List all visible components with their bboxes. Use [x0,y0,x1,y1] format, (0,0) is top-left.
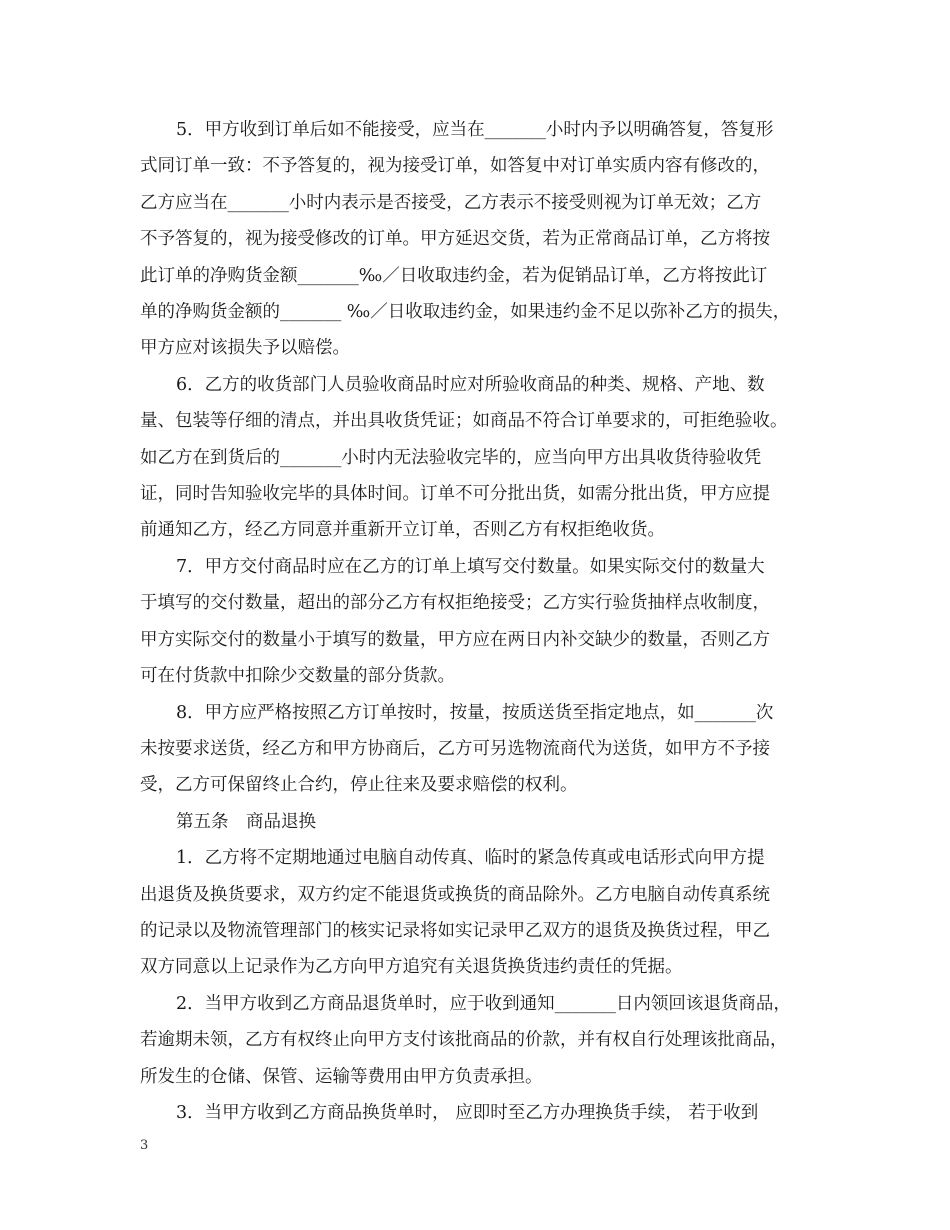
text-line: 甲方实际交付的数量小于填写的数量，甲方应在两日内补交缺少的数量，否则乙方 [140,629,770,650]
text-line: 甲方应对该损失予以赔偿。 [140,338,350,359]
text-line: 式同订单一致：不予答复的，视为接受订单，如答复中对订单实质内容有修改的， [140,156,770,177]
text-line: 未按要求送货，经乙方和甲方协商后，乙方可另选物流商代为送货，如甲方不予接 [140,738,770,759]
text-line: 第五条 商品退换 [176,811,316,832]
text-line: 可在付货款中扣除少交数量的部分货款。 [140,666,455,687]
text-line: 8．甲方应严格按照乙方订单按时，按量，按质送货至指定地点，如_______次 [176,702,774,723]
paragraph [140,367,830,549]
text-line: 单的净购货金额的_______ ‰／日收取违约金，如果违约金不足以弥补乙方的损失， [140,302,791,323]
text-line: 受，乙方可保留终止合约，停止往来及要求赔偿的权利。 [140,775,578,796]
text-line: 1．乙方将不定期地通过电脑自动传真、临时的紧急传真或电话形式向甲方提 [176,848,765,869]
text-line: 2．当甲方收到乙方商品退货单时，应于收到通知_______日内领回该退货商品， [176,993,791,1014]
paragraph [140,804,830,840]
paragraph [140,986,830,1095]
text-line: 前通知乙方，经乙方同意并重新开立订单，否则乙方有权拒绝收货。 [140,520,665,541]
text-line: 证，同时告知验收完毕的具体时间。订单不可分批出货，如需分批出货，甲方应提 [140,484,770,505]
text-line: 不予答复的，视为接受修改的订单。甲方延迟交货，若为正常商品订单，乙方将按 [140,229,770,250]
text-line: 出退货及换货要求，双方约定不能退货或换货的商品除外。乙方电脑自动传真系统 [140,884,770,905]
text-line: 6．乙方的收货部门人员验收商品时应对所验收商品的种类、规格、产地、数 [176,374,765,395]
text-line: 于填写的交付数量，超出的部分乙方有权拒绝接受；乙方实行验货抽样点收制度， [140,593,770,614]
text-line: 量、包装等仔细的清点，并出具收货凭证；如商品不符合订单要求的，可拒绝验收。 [140,411,788,432]
text-line: 乙方应当在_______小时内表示是否接受，乙方表示不接受则视为订单无效；乙方 [140,192,762,213]
text-line: 此订单的净购货金额_______‰／日收取违约金，若为促销品订单，乙方将按此订 [140,265,768,286]
text-line: 5．甲方收到订单后如不能接受，应当在_______小时内予以明确答复，答复形 [176,120,774,140]
paragraph [140,549,830,695]
text-line: 若逾期未领，乙方有权终止向甲方支付该批商品的价款，并有权自行处理该批商品， [140,1030,788,1051]
text-line: 的记录以及物流管理部门的核实记录将如实记录甲乙双方的退货及换货过程，甲乙 [140,920,770,941]
page-number: 3 [140,1138,149,1153]
text-line: 7．甲方交付商品时应在乙方的订单上填写交付数量。如果实际交付的数量大 [176,556,765,577]
paragraph [140,840,830,986]
paragraph [140,1095,830,1131]
text-line: 所发生的仓储、保管、运输等费用由甲方负责承担。 [140,1066,543,1087]
document-body [140,112,830,1131]
paragraph [140,112,830,367]
paragraph [140,695,830,804]
text-line: 如乙方在到货后的_______小时内无法验收完毕的，应当向甲方出具收货待验收凭 [140,447,762,468]
text-line: 3．当甲方收到乙方商品换货单时， 应即时至乙方办理换货手续， 若于收到 [176,1102,759,1123]
text-line: 双方同意以上记录作为乙方向甲方追究有关退货换货违约责任的凭据。 [140,957,683,978]
